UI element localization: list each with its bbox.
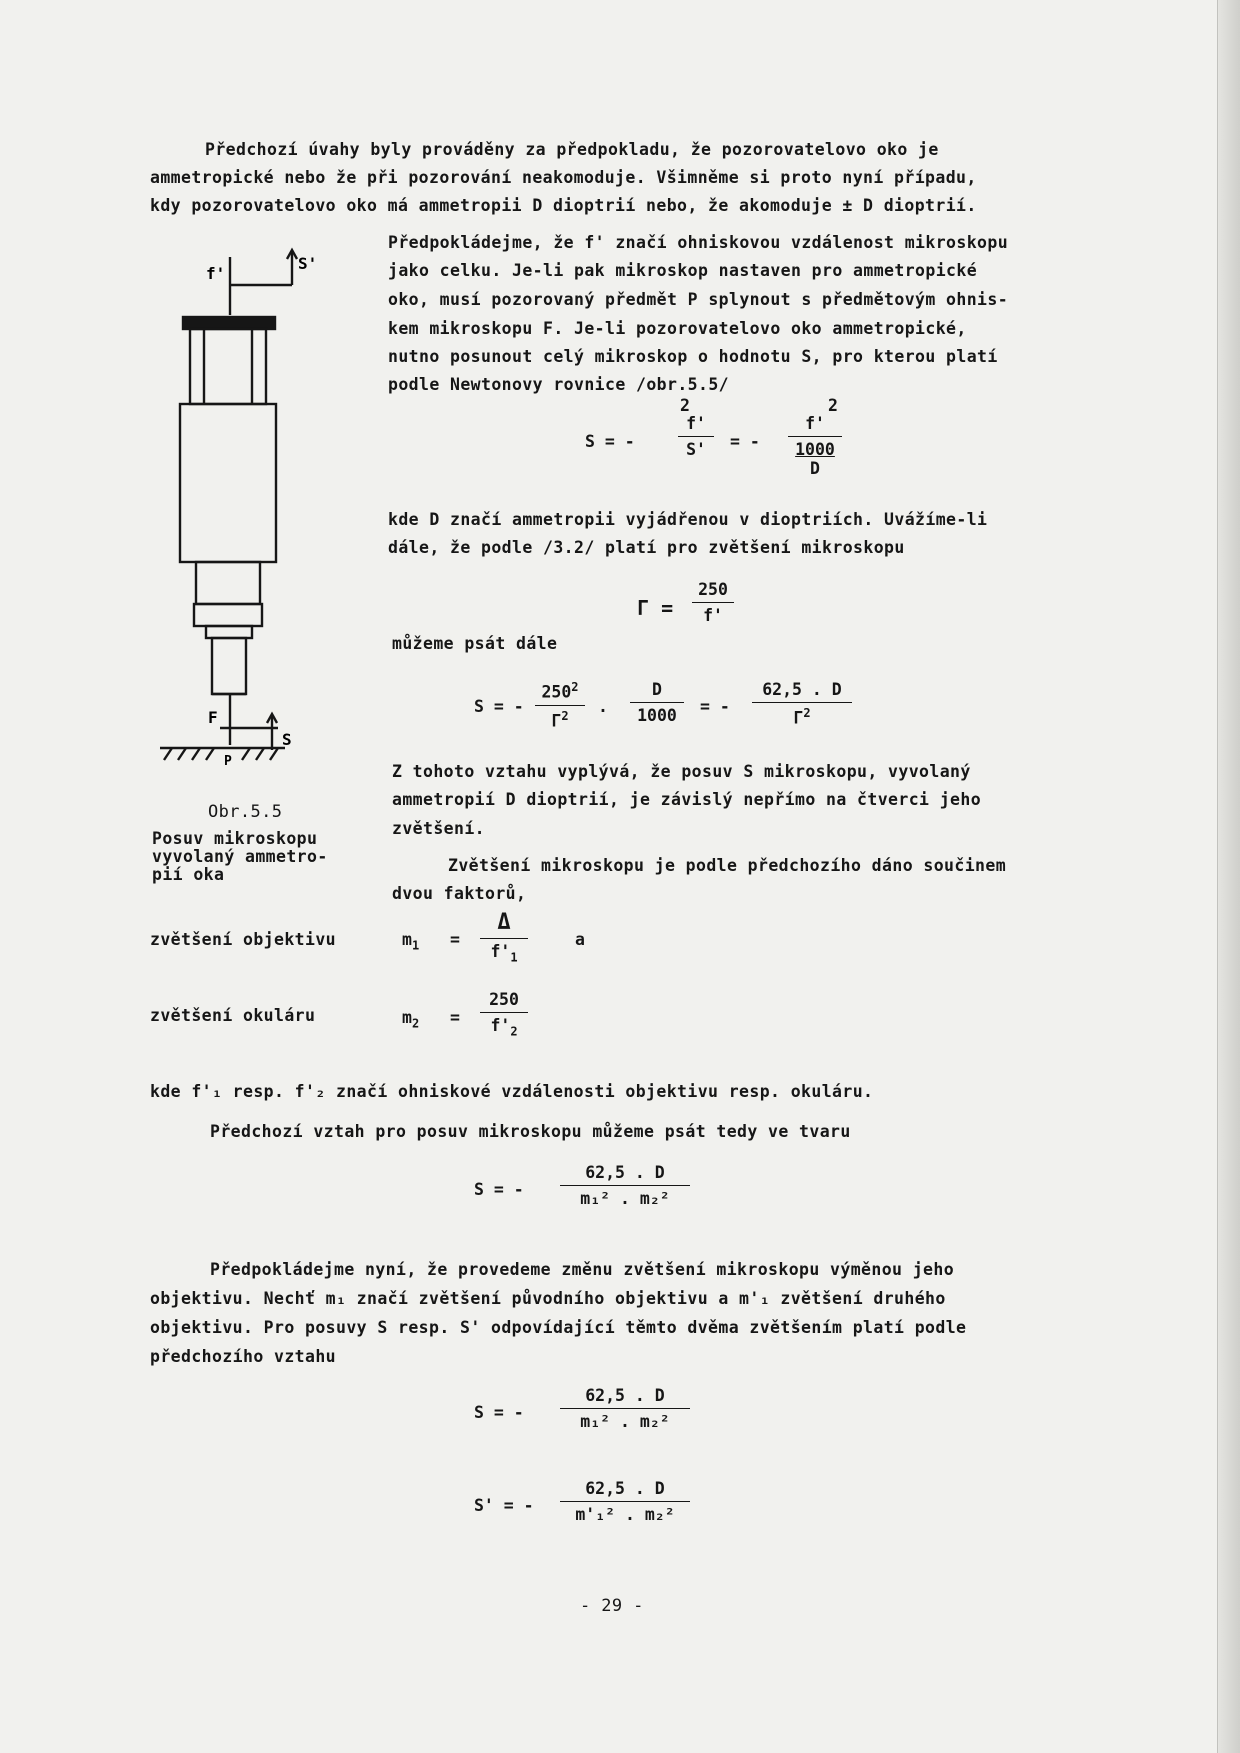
eq4-num: 62,5 . D — [585, 1163, 665, 1182]
eq1-den-2a: 1000 — [795, 440, 835, 459]
eq3-fraction-3 — [752, 680, 852, 728]
eq3-den-3: $\Gamma^2$ — [793, 706, 811, 728]
para8-line-3: objektivu. Pro posuvy S resp. S' odpovídající těmto dvěma zvětšením platí podle — [150, 1318, 967, 1337]
eq4-den: m₁² . m₂² — [580, 1189, 670, 1208]
eq6-lhs: S' = - — [474, 1496, 534, 1515]
page-number: - 29 - — [580, 1596, 644, 1616]
para8-line-1: Předpokládejme nyní, že provedeme změnu zvětšení mikroskopu výměnou jeho — [210, 1260, 955, 1279]
eq1-den-1: S' — [686, 440, 706, 459]
eq1-fraction-1 — [678, 414, 714, 459]
eq4-fraction — [560, 1163, 690, 1208]
para3-line-2: dále, že podle /3.2/ platí pro zvětšení mikroskopu — [388, 538, 905, 557]
objective-eq: = — [450, 930, 460, 949]
para8-line-2: objektivu. Nechť m₁ značí zvětšení původního objektivu a m'₁ zvětšení druhého — [150, 1289, 946, 1308]
para2-line-2: jako celku. Je-li pak mikroskop nastaven pro ammetropické — [388, 261, 978, 280]
eq1-lhs: S = - — [585, 432, 635, 451]
figure-caption-line-1: Posuv mikroskopu — [152, 829, 318, 848]
para7-line-2: Předchozí vztah pro posuv mikroskopu můžeme psát tedy ve tvaru — [210, 1122, 851, 1141]
eq3-dot: . — [598, 697, 608, 716]
para2-line-4: kem mikroskopu F. Je-li pozorovatelovo oko ammetropické, — [388, 319, 967, 338]
eq3-num-1: $250^2$ — [541, 680, 579, 702]
para2-line-3: oko, musí pozorovaný předmět P splynout s předmětovým ohnis- — [388, 290, 1009, 309]
eq3-lhs: S = - — [474, 697, 524, 716]
figure-caption-title: Obr.5.5 — [208, 802, 283, 822]
eq1-num-1: f' — [686, 414, 706, 433]
eq1-exp-2: 2 — [828, 396, 838, 415]
figure-microscope — [150, 245, 360, 770]
eq1-fraction-2 — [788, 414, 842, 478]
eq3-den-2: 1000 — [637, 706, 677, 725]
eq6-num: 62,5 . D — [585, 1479, 665, 1498]
eq2-lhs: Γ = — [637, 596, 674, 620]
eq5-fraction — [560, 1386, 690, 1431]
eq3-fraction-1 — [535, 680, 585, 730]
eq1-exp-1: 2 — [680, 396, 690, 415]
para5-line-1: Z tohoto vztahu vyplývá, že posuv S mikroskopu, vyvolaný — [392, 762, 971, 781]
para6-line-1: Zvětšení mikroskopu je podle předchozího dáno součinem — [448, 856, 1007, 875]
eq1-den-2b: D — [810, 459, 820, 478]
eq5-lhs: S = - — [474, 1403, 524, 1422]
objective-num: Δ — [497, 910, 511, 935]
eyepiece-den: $f'_2$ — [490, 1016, 518, 1039]
objective-fraction — [480, 910, 528, 964]
eq1-num-2: f' — [805, 414, 825, 433]
objective-lhs: $m_1$ — [402, 930, 420, 953]
para5-line-2: ammetropií D dioptrií, je závislý nepřímo na čtverci jeho — [392, 790, 982, 809]
intro-line-3: kdy pozorovatelovo oko má ammetropii D dioptrií nebo, že akomoduje ± D dioptrií. — [150, 196, 977, 215]
para4-line-1: můžeme psát dále — [392, 634, 558, 653]
objective-den: $f'_1$ — [490, 942, 518, 965]
figure-label-F: F — [208, 708, 218, 727]
figure-label-S: S — [282, 730, 292, 749]
page-edge — [1217, 0, 1240, 1753]
eyepiece-lhs: $m_2$ — [402, 1008, 420, 1031]
eyepiece-eq: = — [450, 1008, 460, 1027]
para7-line-1: kde f'₁ resp. f'₂ značí ohniskové vzdálenosti objektivu resp. okuláru. — [150, 1082, 874, 1101]
eq2-num: 250 — [698, 580, 728, 599]
figure-label-s-prime: S' — [298, 254, 318, 273]
eyepiece-label: zvětšení okuláru — [150, 1006, 316, 1025]
para8-line-4: předchozího vztahu — [150, 1347, 337, 1366]
eq6-fraction — [560, 1479, 690, 1524]
eq3-num-2: D — [652, 680, 662, 699]
eyepiece-fraction — [480, 990, 528, 1038]
figure-label-f: f' — [206, 264, 226, 283]
objective-after: a — [575, 930, 585, 949]
eq1-mid: = - — [730, 432, 760, 451]
eq5-den: m₁² . m₂² — [580, 1412, 670, 1431]
figure-caption-line-2: vyvolaný ammetro- — [152, 847, 328, 866]
eq3-fraction-2 — [630, 680, 684, 725]
eq5-num: 62,5 . D — [585, 1386, 665, 1405]
para3-line-1: kde D značí ammetropii vyjádřenou v dioptriích. Uvážíme-li — [388, 510, 988, 529]
para2-line-6: podle Newtonovy rovnice /obr.5.5/ — [388, 375, 730, 394]
eyepiece-num: 250 — [489, 990, 519, 1009]
figure-label-P: P — [224, 754, 232, 769]
eq2-fraction — [692, 580, 734, 625]
para6-line-2: dvou faktorů, — [392, 884, 527, 903]
eq3-mid: = - — [700, 697, 730, 716]
para2-line-5: nutno posunout celý mikroskop o hodnotu S, pro kterou platí — [388, 347, 998, 366]
figure-caption-line-3: pií oka — [152, 865, 225, 884]
para2-line-1: Předpokládejme, že f' značí ohniskovou vzdálenost mikroskopu — [388, 233, 1009, 252]
intro-line-1: Předchozí úvahy byly prováděny za předpokladu, že pozorovatelovo oko je — [205, 140, 939, 159]
para5-line-3: zvětšení. — [392, 819, 486, 838]
eq2-den: f' — [703, 606, 723, 625]
eq6-den: m'₁² . m₂² — [575, 1505, 675, 1524]
eq4-lhs: S = - — [474, 1180, 524, 1199]
intro-line-2: ammetropické nebo že při pozorování neakomoduje. Všimněme si proto nyní případu, — [150, 168, 977, 187]
eq3-den-1: $\Gamma^2$ — [551, 708, 569, 730]
eq3-num-3: 62,5 . D — [762, 680, 842, 699]
objective-label: zvětšení objektivu — [150, 930, 337, 949]
